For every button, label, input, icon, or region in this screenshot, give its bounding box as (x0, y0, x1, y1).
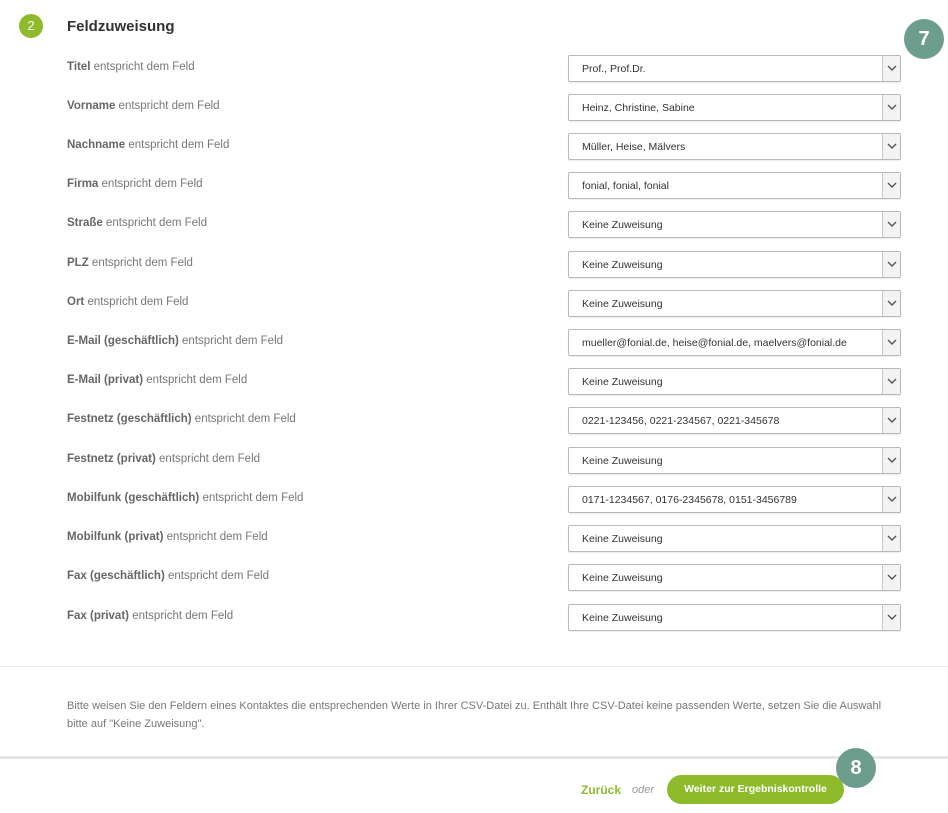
field-row (0, 211, 948, 238)
field-name: Vorname (67, 100, 116, 112)
or-text: oder (632, 784, 655, 796)
help-text: Bitte weisen Sie den Feldern eines Kontaktes die entsprechenden Werte in Ihrer CSV-Datei zu. Enthält Ihre CSV-Datei keine passenden Werte, setzen Sie die Auswahl bitte auf "Keine Zuweisung". (67, 700, 882, 730)
field-name: Mobilfunk (geschäftlich) (67, 492, 200, 504)
field-row (0, 172, 948, 199)
field-name: Mobilfunk (privat) (67, 531, 164, 543)
select-value: Keine Zuweisung (582, 533, 663, 545)
field-label-suffix: entspricht dem Feld (163, 531, 268, 543)
field-label-suffix: entspricht dem Feld (125, 139, 230, 151)
field-label (67, 335, 283, 347)
field-label (67, 531, 268, 543)
field-select[interactable] (568, 172, 901, 199)
select-value: Keine Zuweisung (582, 376, 663, 388)
field-name: Fax (geschäftlich) (67, 570, 165, 582)
chevron-down-icon[interactable] (882, 565, 900, 590)
field-select[interactable] (568, 211, 901, 238)
field-select[interactable] (568, 486, 901, 513)
field-label (67, 296, 188, 308)
select-value: fonial, fonial, fonial (582, 180, 669, 192)
field-row (0, 55, 948, 82)
field-label (67, 61, 195, 73)
select-value: Heinz, Christine, Sabine (582, 102, 695, 114)
field-label-suffix: entspricht dem Feld (102, 217, 207, 229)
select-value: Keine Zuweisung (582, 572, 663, 584)
field-name: PLZ (67, 257, 89, 269)
select-value: Keine Zuweisung (582, 298, 663, 310)
chevron-down-icon[interactable] (882, 369, 900, 394)
callout-8-badge: 8 (836, 748, 876, 788)
field-row (0, 486, 948, 513)
chevron-down-icon[interactable] (882, 95, 900, 120)
select-value: Müller, Heise, Mälvers (582, 141, 686, 153)
next-to-results-button[interactable]: Weiter zur Ergebniskontrolle (667, 775, 844, 804)
field-select[interactable] (568, 407, 901, 434)
field-label (67, 257, 193, 269)
field-select[interactable] (568, 525, 901, 552)
field-name: E-Mail (privat) (67, 374, 144, 386)
field-label (67, 139, 229, 151)
field-select[interactable] (568, 290, 901, 317)
footer-divider (0, 756, 948, 759)
section-title: Feldzuweisung (67, 18, 175, 35)
field-row (0, 290, 948, 317)
select-value: Keine Zuweisung (582, 219, 663, 231)
field-row (0, 329, 948, 356)
chevron-down-icon[interactable] (882, 252, 900, 277)
divider (0, 666, 948, 667)
field-name: Festnetz (geschäftlich) (67, 413, 192, 425)
field-row (0, 447, 948, 474)
chevron-down-icon[interactable] (882, 526, 900, 551)
field-row (0, 525, 948, 552)
field-select[interactable] (568, 94, 901, 121)
chevron-down-icon[interactable] (882, 56, 900, 81)
field-name: E-Mail (geschäftlich) (67, 335, 179, 347)
chevron-down-icon[interactable] (882, 173, 900, 198)
field-label-suffix: entspricht dem Feld (115, 100, 220, 112)
field-name: Nachname (67, 139, 126, 151)
field-label-suffix: entspricht dem Feld (178, 335, 284, 347)
field-select[interactable] (568, 564, 901, 591)
chevron-down-icon[interactable] (882, 605, 900, 630)
chevron-down-icon[interactable] (882, 212, 900, 237)
field-label-suffix: entspricht dem Feld (143, 374, 248, 386)
field-label-suffix: entspricht dem Feld (164, 570, 269, 582)
field-label (67, 453, 260, 465)
chevron-down-icon[interactable] (882, 330, 900, 355)
field-select[interactable] (568, 251, 901, 278)
field-label-suffix: entspricht dem Feld (155, 453, 261, 465)
field-row (0, 564, 948, 591)
field-label-suffix: entspricht dem Feld (84, 296, 189, 308)
field-label-suffix: entspricht dem Feld (129, 610, 234, 622)
chevron-down-icon[interactable] (882, 408, 900, 433)
field-label (67, 217, 207, 229)
select-value: Keine Zuweisung (582, 612, 663, 624)
select-value: Keine Zuweisung (582, 259, 663, 271)
chevron-down-icon[interactable] (882, 487, 900, 512)
select-value: 0171-1234567, 0176-2345678, 0151-3456789 (582, 494, 797, 506)
select-value: Prof., Prof.Dr. (582, 63, 646, 75)
field-label (67, 492, 303, 504)
field-label-suffix: entspricht dem Feld (191, 413, 296, 425)
field-label-suffix: entspricht dem Feld (90, 61, 195, 73)
field-select[interactable] (568, 447, 901, 474)
field-label (67, 413, 296, 425)
field-name: Straße (67, 217, 103, 229)
field-label-suffix: entspricht dem Feld (88, 257, 193, 269)
select-value: 0221-123456, 0221-234567, 0221-345678 (582, 415, 780, 427)
field-row (0, 133, 948, 160)
field-row (0, 368, 948, 395)
select-value: Keine Zuweisung (582, 455, 663, 467)
field-name: Ort (67, 296, 85, 308)
field-name: Firma (67, 178, 99, 190)
chevron-down-icon[interactable] (882, 448, 900, 473)
field-label (67, 374, 247, 386)
field-select[interactable] (568, 329, 901, 356)
field-label (67, 570, 269, 582)
field-name: Fax (privat) (67, 610, 129, 622)
field-row (0, 604, 948, 631)
field-label-suffix: entspricht dem Feld (98, 178, 203, 190)
select-value: mueller@fonial.de, heise@fonial.de, maelvers@fonial.de (582, 337, 847, 349)
field-select[interactable] (568, 55, 901, 82)
field-row (0, 407, 948, 434)
field-row (0, 94, 948, 121)
chevron-down-icon[interactable] (882, 291, 900, 316)
field-name: Titel (67, 61, 91, 73)
field-name: Festnetz (privat) (67, 453, 156, 465)
step-number-badge: 2 (19, 14, 43, 38)
field-row (0, 251, 948, 278)
field-select[interactable] (568, 133, 901, 160)
callout-7-badge: 7 (904, 19, 944, 59)
field-label (67, 178, 203, 190)
field-label-suffix: entspricht dem Feld (199, 492, 304, 504)
field-label (67, 100, 220, 112)
field-select[interactable] (568, 604, 901, 631)
field-label (67, 610, 233, 622)
chevron-down-icon[interactable] (882, 134, 900, 159)
back-link[interactable]: Zurück (581, 783, 622, 797)
field-select[interactable] (568, 368, 901, 395)
